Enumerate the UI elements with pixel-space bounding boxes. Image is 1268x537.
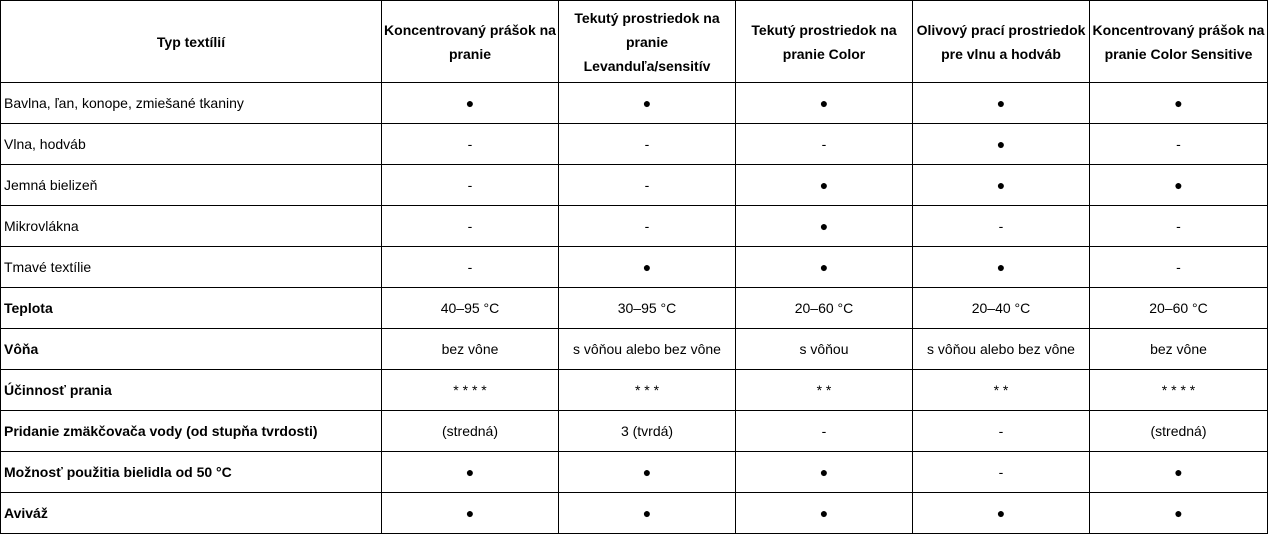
table-cell: ●	[913, 165, 1090, 206]
table-row	[1, 247, 1268, 288]
row-label: Mikrovlákna	[1, 206, 382, 247]
header-cell: Tekutý prostriedok na pranie Color	[736, 1, 913, 83]
table-body	[1, 83, 1268, 534]
header-cell: Koncentrovaný prášok na pranie	[382, 1, 559, 83]
table-cell: -	[1090, 247, 1268, 288]
table-cell: -	[382, 124, 559, 165]
row-label: Aviváž	[1, 493, 382, 534]
table-cell: -	[913, 411, 1090, 452]
table-cell: 40–95 °C	[382, 288, 559, 329]
table-cell: * * * *	[382, 370, 559, 411]
table-cell: -	[1090, 206, 1268, 247]
table-cell: -	[736, 411, 913, 452]
table-cell: 20–60 °C	[1090, 288, 1268, 329]
table-cell: ●	[913, 83, 1090, 124]
table-cell: ●	[1090, 83, 1268, 124]
table-cell: 30–95 °C	[559, 288, 736, 329]
row-label: Pridanie zmäkčovača vody (od stupňa tvrdosti)	[1, 411, 382, 452]
table-row	[1, 288, 1268, 329]
table-cell: (stredná)	[1090, 411, 1268, 452]
table-cell: ●	[736, 83, 913, 124]
row-label: Jemná bielizeň	[1, 165, 382, 206]
row-label: Vlna, hodváb	[1, 124, 382, 165]
header-row	[1, 1, 1268, 83]
table-cell: ●	[736, 452, 913, 493]
table-row	[1, 124, 1268, 165]
header-cell: Typ textílií	[1, 1, 382, 83]
table-cell: -	[1090, 124, 1268, 165]
row-label: Možnosť použitia bielidla od 50 °C	[1, 452, 382, 493]
table-row	[1, 329, 1268, 370]
table-cell: -	[382, 247, 559, 288]
table-cell: ●	[736, 165, 913, 206]
table-cell: ●	[1090, 493, 1268, 534]
table-cell: 20–40 °C	[913, 288, 1090, 329]
table-cell: * * *	[559, 370, 736, 411]
table-cell: * *	[736, 370, 913, 411]
table-row	[1, 411, 1268, 452]
row-label: Vôňa	[1, 329, 382, 370]
table-cell: ●	[736, 247, 913, 288]
table-cell: -	[382, 206, 559, 247]
table-cell: -	[559, 206, 736, 247]
table-row	[1, 370, 1268, 411]
row-label: Tmavé textílie	[1, 247, 382, 288]
table-cell: -	[382, 165, 559, 206]
table-cell: ●	[559, 493, 736, 534]
header-cell: Tekutý prostriedok na pranie Levanduľa/sensitív	[559, 1, 736, 83]
table-cell: ●	[913, 247, 1090, 288]
table-cell: -	[559, 124, 736, 165]
table-cell: 3 (tvrdá)	[559, 411, 736, 452]
table-cell: ●	[382, 452, 559, 493]
table-row	[1, 452, 1268, 493]
table-cell: ●	[559, 247, 736, 288]
table-cell: ●	[382, 83, 559, 124]
table-cell: ●	[559, 452, 736, 493]
table-cell: s vôňou alebo bez vône	[913, 329, 1090, 370]
table-cell: ●	[736, 493, 913, 534]
table-row	[1, 206, 1268, 247]
row-label: Teplota	[1, 288, 382, 329]
table-cell: -	[559, 165, 736, 206]
table-cell: -	[913, 452, 1090, 493]
table-cell: -	[913, 206, 1090, 247]
table-cell: ●	[736, 206, 913, 247]
table-row	[1, 493, 1268, 534]
header-cell: Koncentrovaný prášok na pranie Color Sensitive	[1090, 1, 1268, 83]
table-cell: bez vône	[1090, 329, 1268, 370]
table-cell: s vôňou	[736, 329, 913, 370]
table-cell: 20–60 °C	[736, 288, 913, 329]
table-cell: * *	[913, 370, 1090, 411]
table-cell: ●	[382, 493, 559, 534]
row-label: Bavlna, ľan, konope, zmiešané tkaniny	[1, 83, 382, 124]
table-row	[1, 165, 1268, 206]
table-cell: bez vône	[382, 329, 559, 370]
table-cell: * * * *	[1090, 370, 1268, 411]
table-cell: ●	[559, 83, 736, 124]
row-label: Účinnosť prania	[1, 370, 382, 411]
table-cell: ●	[913, 124, 1090, 165]
table-cell: s vôňou alebo bez vône	[559, 329, 736, 370]
table-cell: ●	[1090, 452, 1268, 493]
table-row	[1, 83, 1268, 124]
table-cell: ●	[913, 493, 1090, 534]
table-cell: -	[736, 124, 913, 165]
table-cell: (stredná)	[382, 411, 559, 452]
header-cell: Olivový prací prostriedok pre vlnu a hodváb	[913, 1, 1090, 83]
table-cell: ●	[1090, 165, 1268, 206]
